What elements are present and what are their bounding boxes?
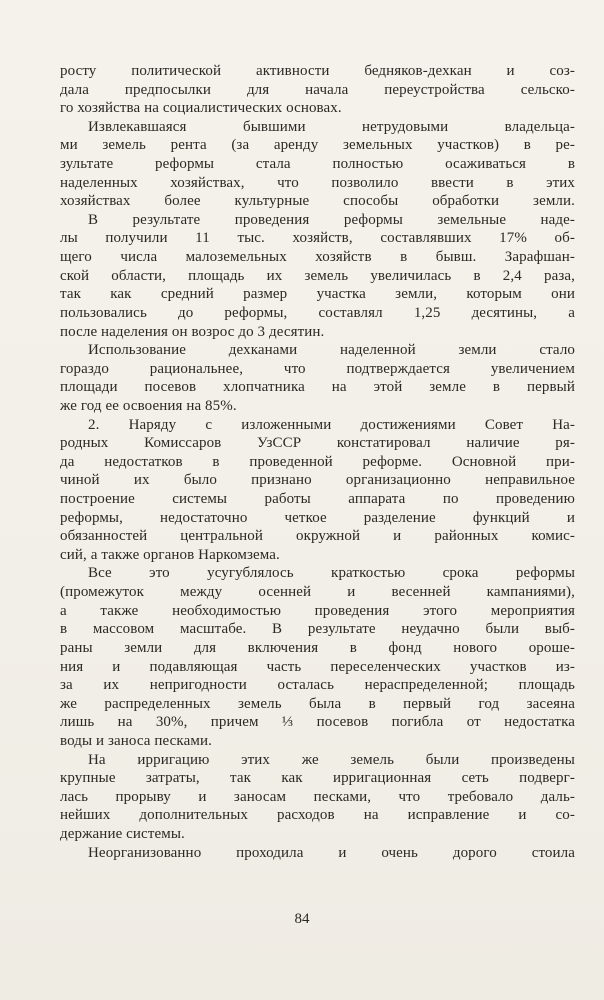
text-line: родных Комиссаров УзССР констатировал наличие ря- — [60, 435, 575, 452]
text-line: так как средний размер участка земли, которым они — [60, 286, 575, 303]
text-line: да недостатков в проведенной реформе. Основной при- — [60, 453, 575, 470]
text-line: ми земель рента (за аренду земельных участков) в ре- — [60, 137, 575, 154]
text-line: же распределенных земель была в первый год засеяна — [60, 695, 575, 712]
text-line: реформы, недостаточно четкое разделение функций и — [60, 509, 575, 526]
text-line: построение системы работы аппарата по проведению — [60, 491, 575, 508]
text-line: раны земли для включения в фонд нового ороше- — [60, 639, 575, 656]
text-line: го хозяйства на социалистических основах. — [60, 100, 342, 117]
text-line: В результате проведения реформы земельные наде- — [88, 211, 575, 228]
text-line: Неорганизованно проходила и очень дорого стоила — [88, 844, 575, 861]
text-line: обязанностей центральной окружной и районных комис- — [60, 528, 575, 545]
text-line: за их непригодности осталась нераспределенной; площадь — [60, 677, 575, 694]
text-line: (промежуток между осенней и весенней кампаниями), — [60, 584, 575, 601]
text-line: наделенных хозяйствах, что позволило ввести в этих — [60, 174, 575, 191]
text-line: ния и подавляющая часть переселенческих участков из- — [60, 658, 575, 675]
text-line: площади посевов хлопчатника на этой земле в первый — [60, 379, 575, 396]
text-line: чиной их было признано организационно неправильное — [60, 472, 575, 489]
text-line: ской области, площадь их земель увеличилась в 2,4 раза, — [60, 267, 575, 284]
body-text — [60, 62, 575, 862]
text-line: а также необходимостью проведения этого мероприятия — [60, 602, 575, 619]
text-line: Все это усугублялось краткостью срока реформы — [88, 565, 575, 582]
text-line: пользовались до реформы, составлял 1,25 десятины, а — [60, 304, 575, 321]
text-line: На ирригацию этих же земель были произведены — [88, 751, 575, 768]
text-line: воды и заноса песками. — [60, 732, 212, 749]
text-line: росту политической активности бедняков-дехкан и соз- — [60, 63, 575, 79]
text-line: 2. Наряду с изложенными достижениями Совет На- — [88, 416, 575, 433]
text-line: нейших дополнительных расходов на исправление и со- — [60, 807, 575, 824]
text-line: Извлекавшаяся бывшими нетрудовыми владельца- — [88, 118, 575, 135]
text-line: хозяйствах более культурные способы обработки земли. — [60, 193, 575, 210]
text-line: зультате реформы стала полностью осаживаться в — [60, 156, 575, 173]
text-line: сий, а также органов Наркомзема. — [60, 546, 280, 563]
text-line: в массовом масштабе. В результате неудачно были выб- — [60, 621, 575, 638]
text-line: крупные затраты, так как ирригационная сеть подверг- — [60, 770, 575, 787]
text-line: лишь на 30%, причем ⅓ посевов погибла от недостатка — [60, 714, 575, 731]
text-line: дала предпосылки для начала переустройства сельско- — [60, 81, 575, 98]
text-line: держание системы. — [60, 825, 185, 842]
text-line: лы получили 11 тыс. хозяйств, составлявших 17% об- — [60, 230, 575, 247]
text-line: лась прорыву и заносам песками, что требовало даль- — [60, 788, 575, 805]
text-line: же год ее освоения на 85%. — [60, 397, 237, 414]
text-line: щего числа малоземельных хозяйств в бывш. Зарафшан- — [60, 249, 575, 266]
text-line: гораздо рациональнее, что подтверждается увеличением — [60, 360, 575, 377]
page-number: 84 — [294, 911, 310, 927]
text-line: Использование дехканами наделенной земли стало — [88, 342, 575, 359]
text-line: после наделения он возрос до 3 десятин. — [60, 323, 325, 340]
